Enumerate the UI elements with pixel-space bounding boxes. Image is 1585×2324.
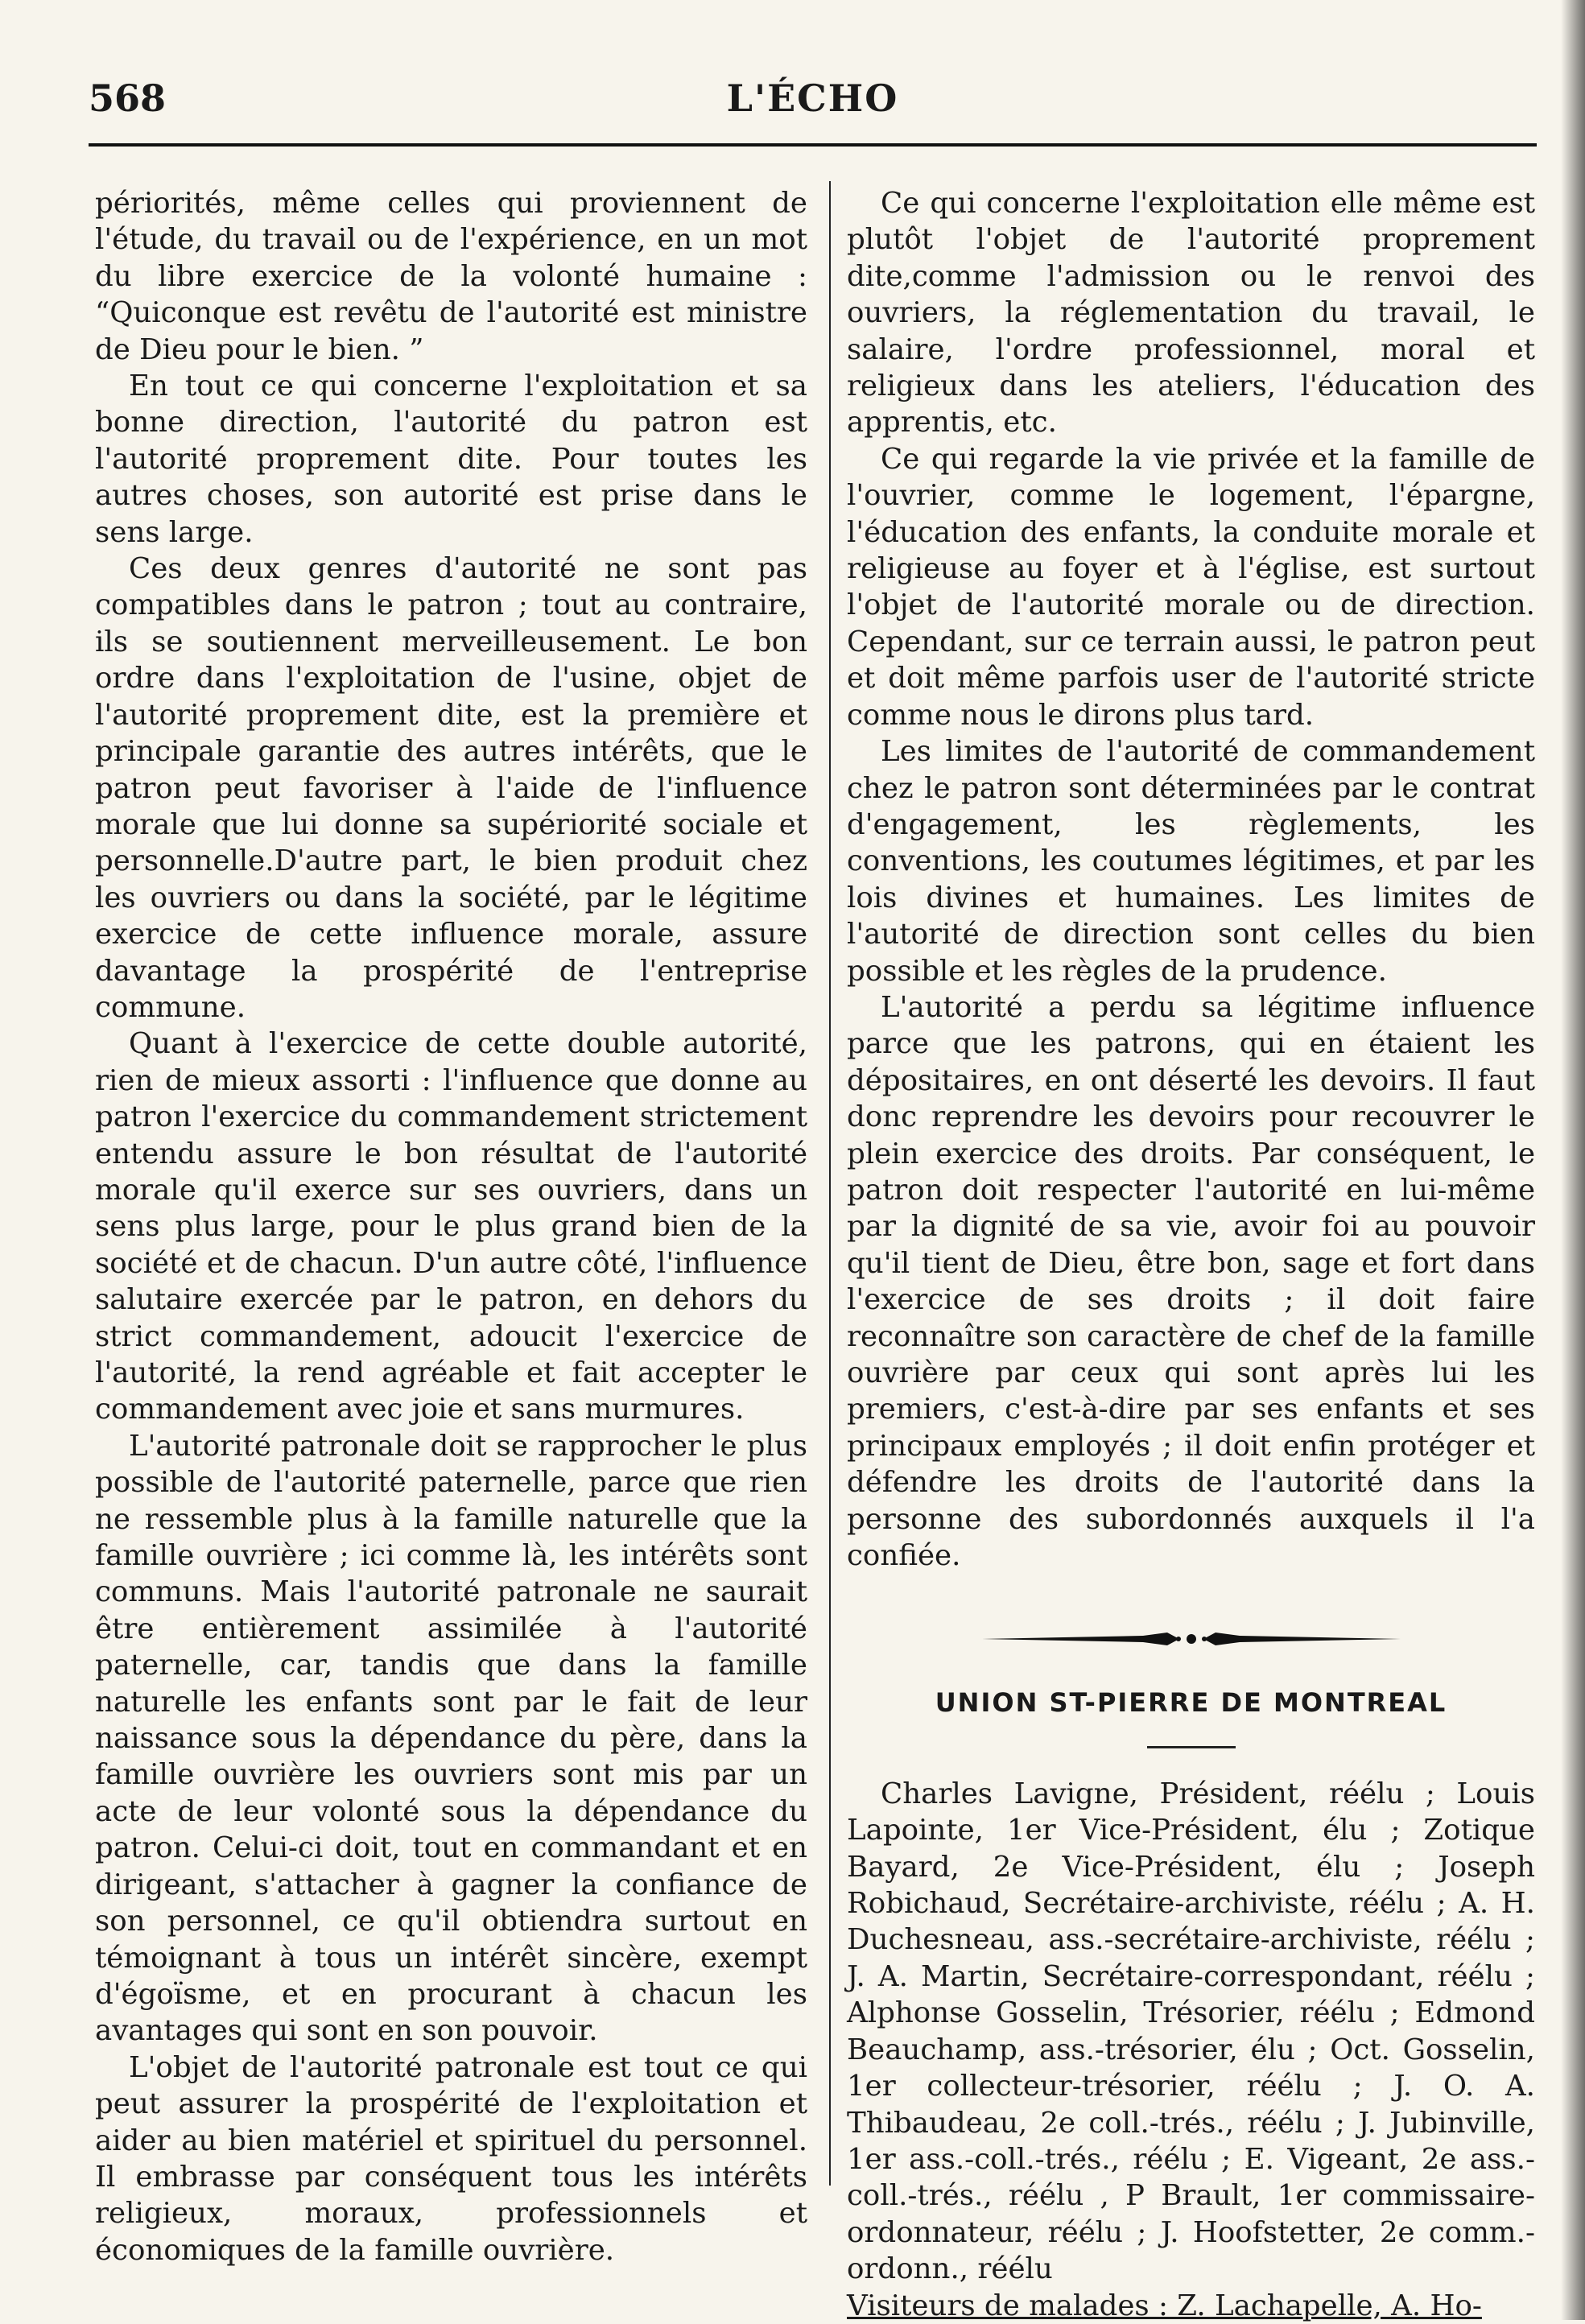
paragraph: Ce qui concerne l'exploitation elle même est plutôt l'objet de l'autorité proprement dite,comme l'admission ou le renvoi des ouvriers, la réglementation du travail, le salaire, l'ordre professionnel, moral et religieux dans les ateliers, l'éducation des apprentis, etc. [847, 187, 1535, 440]
header-rule [89, 143, 1537, 147]
paragraph: L'autorité a perdu sa légitime influence parce que les patrons, qui en étaient les dépositaires, en ont déserté les devoirs. Il faut donc reprendre les devoirs pour recouvrer le plein exercice des droits. Par conséquent, le patron doit respecter l'autorité en lui-même par la dignité de sa vie, avoir foi au pouvoir qu'il tient de Dieu, être bon, sage et fort dans l'exercice de ses droits ; il doit faire reconnaître son caractère de chef de la famille ouvrière par ceux qui sont après lui les premiers, c'est-à-dire par ses enfants et ses principaux employés ; il doit enfin protéger et défendre les droits de l'autorité dans la personne des subordonnés auxquels il l'a confiée. [847, 990, 1535, 1573]
paragraph: L'objet de l'autorité patronale est tout ce qui peut assurer la prospérité de l'exploitation et aider au bien matériel et spirituel du personnel. Il embrasse par conséquent tous les intérêts religieux, moraux, professionnels et économiques de la famille ouvrière. [95, 2050, 807, 2267]
column-divider [829, 181, 831, 2186]
ornament-icon [982, 1630, 1401, 1648]
paragraph: Les limites de l'autorité de commandement chez le patron sont déterminées par le contrat d'engagement, les règlements, les conventions, les coutumes légitimes, et par les lois divines et humaines. Les limites de l'autorité de direction sont celles du bien possible et les règles de la prudence. [847, 735, 1535, 988]
ornament-divider [847, 1630, 1535, 1648]
paragraph: Ce qui regarde la vie privée et la famille de l'ouvrier, comme le logement, l'épargne, l'éducation des enfants, la conduite morale et religieuse au foyer et à l'église, est surtout l'objet de l'autorité morale ou de direction. Cependant, sur ce terrain aussi, le patron peut et doit même parfois user de l'autorité stricte comme nous le dirons plus tard. [847, 442, 1535, 732]
page-header [89, 76, 1537, 133]
paragraph: Quant à l'exercice de cette double autorité, rien de mieux assorti : l'influence que donne au patron l'exercice du commandement strictement entendu assure le bon résultat de l'autorité morale qu'il exerce sur ses ouvriers, dans un sens plus large, pour le plus grand bien de la société et de chacun. D'un autre côté, l'influence salutaire exercée par le patron, en dehors du strict commandement, adoucit l'exercice de l'autorité, la rend agréable et fait accepter le commandement avec joie et sans murmures. [95, 1027, 807, 1426]
section-title: UNION ST-PIERRE DE MONTREAL [935, 1687, 1447, 1719]
paragraph: L'autorité patronale doit se rapprocher le plus possible de l'autorité paternelle, parce que rien ne ressemble plus à la famille naturelle que la famille ouvrière ; ici comme là, les intérêts sont communs. Mais l'autorité patronale ne saurait être entièrement assimilée à l'autorité paternelle, car, tandis que dans la famille naturelle les enfants sont par le fait de leur naissance sous la dépendance du père, dans la famille ouvrière les ouvriers sont mis par un acte de leur volonté sous la dépendance du patron. Celui-ci doit, tout en commandant et en dirigeant, s'attacher à gagner la confiance de son personnel, ce qu'il obtiendra surtout en témoignant à tous un intérêt sincère, exempt d'égoïsme, et en procurant à chacun les avantages qui sont en son pouvoir. [95, 1429, 807, 2048]
paragraph: périorités, même celles qui proviennent de l'étude, du travail ou de l'expérience, en un mot du libre exercice de la volonté humaine : “Quiconque est revêtu de l'autorité est ministre de Dieu pour le bien. ” [95, 187, 807, 366]
left-column [95, 185, 807, 2268]
section-paragraph: Charles Lavigne, Président, réélu ; Louis Lapointe, 1er Vice-Président, élu ; Zotique Bayard, 2e Vice-Président, élu ; Joseph Robichaud, Secrétaire-archiviste, réélu ; A. H. Duchesneau, ass.-secrétaire-archiviste, réélu ; J. A. Martin, Secrétaire-correspondant, réélu ; Alphonse Gosselin, Trésorier, réélu ; Edmond Beauchamp, ass.-trésorier, élu ; Oct. Gosselin, 1er collecteur-trésorier, réélu ; J. O. A. Thibaudeau, 2e coll.-trés., réélu ; J. Jubinville, 1er ass.-coll.-trés., réélu ; E. Vigeant, 2e ass.-coll.-trés., réélu , P Brault, 1er commissaire-ordonnateur, réélu ; J. Hoofstetter, 2e comm.-ordonn., réélu [847, 1777, 1535, 2286]
page-number: 568 [89, 76, 167, 120]
paragraph: Ces deux genres d'autorité ne sont pas compatibles dans le patron ; tout au contraire, ils se soutiennent merveilleusement. Le bon ordre dans l'exploitation de l'usine, objet de l'autorité proprement dite, est la première et principale garantie des autres intérêts, que le patron peut favoriser à l'aide de l'influence morale que lui donne sa supériorité sociale et personnelle.D'autre part, le bien produit chez les ouvriers ou dans la société, par le légitime exercice de cette influence morale, assure davantage la prospérité de l'entreprise commune. [95, 552, 807, 1024]
paragraph: En tout ce qui concerne l'exploitation et sa bonne direction, l'autorité du patron est l'autorité proprement dite. Pour toutes les autres choses, son autorité est prise dans le sens large. [95, 369, 807, 549]
section-rule [1147, 1746, 1236, 1748]
right-column [847, 185, 1535, 2324]
section-tail-line: Visiteurs de malades : Z. Lachapelle, A. Ho- [847, 2289, 1482, 2322]
running-title: L'ÉCHO [726, 76, 899, 120]
page-edge-shadow [1561, 0, 1585, 2320]
